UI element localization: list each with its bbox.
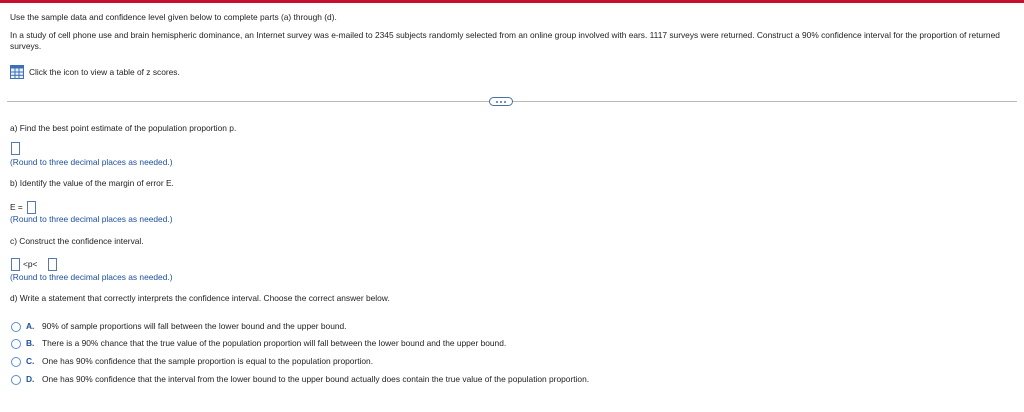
- option-c-radio[interactable]: [11, 357, 21, 367]
- option-a-text[interactable]: 90% of sample proportions will fall between the lower bound and the upper bound.: [42, 321, 347, 331]
- part-d-question: d) Write a statement that correctly interprets the confidence interval. Choose the correct answer below.: [10, 293, 390, 303]
- dot-icon: [496, 101, 498, 103]
- part-a-answer-input[interactable]: [11, 142, 20, 155]
- part-c-upper-bound-input[interactable]: [48, 258, 57, 271]
- part-b-hint: (Round to three decimal places as needed.): [10, 214, 173, 224]
- option-d-radio[interactable]: [11, 375, 21, 385]
- option-c-text[interactable]: One has 90% confidence that the sample proportion is equal to the population proportion.: [42, 356, 374, 366]
- ztable-link[interactable]: [10, 65, 180, 79]
- dot-icon: [504, 101, 506, 103]
- top-accent-bar: [0, 0, 1024, 3]
- part-c-hint: (Round to three decimal places as needed.): [10, 272, 173, 282]
- part-a-hint: (Round to three decimal places as needed.): [10, 157, 173, 167]
- ztable-link-label[interactable]: Click the icon to view a table of z scores.: [29, 66, 180, 77]
- expand-more-button[interactable]: [489, 97, 513, 106]
- part-b-answer-input[interactable]: [27, 201, 36, 214]
- part-a-question: a) Find the best point estimate of the population proportion p.: [10, 123, 237, 133]
- dot-icon: [500, 101, 502, 103]
- option-c-letter: C.: [26, 356, 35, 366]
- table-icon[interactable]: [10, 65, 24, 79]
- option-b-letter: B.: [26, 338, 35, 348]
- option-a-radio[interactable]: [11, 322, 21, 332]
- instructions-text: Use the sample data and confidence level given below to complete parts (a) through (d).: [10, 12, 337, 22]
- problem-statement: In a study of cell phone use and brain hemispheric dominance, an Internet survey was e-mailed to 2345 subjects randomly selected from an online group involved with ears. 1117 surveys were returned. Construct a 90% confidence interval for the proportion of returned surveys.: [10, 30, 1000, 51]
- part-c-inequality: <p<: [23, 259, 38, 269]
- part-c-question: c) Construct the confidence interval.: [10, 236, 144, 246]
- option-b-text[interactable]: There is a 90% chance that the true value of the population proportion will fall between the lower bound and the upper bound.: [42, 338, 507, 348]
- option-a-letter: A.: [26, 321, 35, 331]
- part-b-prefix: E =: [10, 202, 23, 212]
- part-c-lower-bound-input[interactable]: [11, 258, 20, 271]
- option-d-text[interactable]: One has 90% confidence that the interval from the lower bound to the upper bound actually does contain the true value of the population proportion.: [42, 374, 590, 384]
- part-b-question: b) Identify the value of the margin of error E.: [10, 178, 174, 188]
- option-b-radio[interactable]: [11, 339, 21, 349]
- option-d-letter: D.: [26, 374, 35, 384]
